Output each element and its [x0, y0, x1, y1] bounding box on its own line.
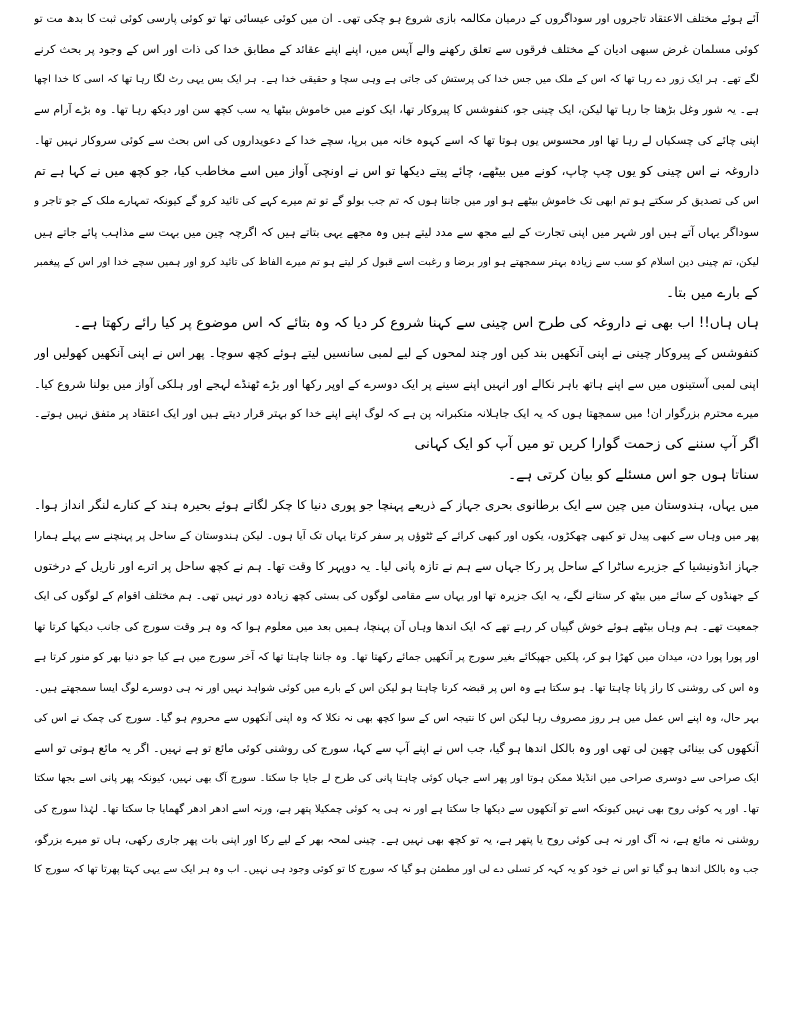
text-line: لگے تھے۔ ہر ایک زور دے رہا تھا کہ اس کے ملک میں جس خدا کی پرستش کی جاتی ہے وہی سچا و حقیقی خدا ہے۔ ہر ایک بس یہی رٹ لگا رہا تھا کہ اسی کا خدا اچھا: [34, 73, 759, 85]
text-line: میں یہاں، ہندوستان میں چین سے ایک برطانوی بحری جہاز کے ذریعے پہنچا جو پوری دنیا کا چکر لگاتے ہوئے بحیرہ ہند کے کنارے لنگر انداز ہوا۔: [34, 498, 759, 513]
text-line: میرے محترم بزرگوار ان! میں سمجھتا ہوں کہ یہ ایک جاہلانہ متکبرانہ پن ہے کہ لوگ اپنے اپنے خدا کو بہتر قرار دیتے ہیں اور ایک اعتقاد پر متفق نہیں ہوتے۔: [34, 407, 759, 421]
text-line: اس کی تصدیق کر سکتے ہو تم ابھی تک خاموش بیٹھے ہو اور میں جانتا ہوں کہ تم جب بولو گے تو تم میرے کہے کی تائید کرو گے کیونکہ تمہارے ملک کے جو تاجر و: [34, 194, 759, 208]
text-line: جہاز انڈونیشیا کے جزیرے ساٹرا کے ساحل پر رکا جہاں سے ہم نے تازہ پانی لیا۔ یہ دوپہر کا وقت تھا۔ ہم نے کچھ ساحل پر اترے اور ناریل کے درختوں: [34, 559, 759, 574]
text-line: اور پورا پورا دن، میدان میں کھڑا ہو کر، پلکیں جھپکائے بغیر سورج پر آنکھیں جمائے رکھتا تھا۔ وہ جاننا چاہتا تھا کہ آخر سورج میں ہے کیا جو دنیا بھر کو منور کرتا ہے: [34, 651, 759, 664]
text-line: تھا۔ اور یہ کوئی روح بھی نہیں کیونکہ اسے تو آنکھوں سے دیکھا جا سکتا ہے اور نہ ہی یہ کوئی چمکیلا پتھر ہے، ورنہ اسے ادھر ادھر گھمایا جا سکتا تھا۔ لہٰذا سورج کی: [34, 803, 759, 816]
text-line: آنکھوں کی بینائی چھین لی تھی اور وہ بالکل اندھا ہو گیا، جب اس نے اپنے آپ سے کہا، سورج کی روشنی کوئی مائع تو ہے نہیں۔ اگر یہ مائع ہوتی تو اسے: [34, 741, 759, 756]
text-line: سناتا ہوں جو اس مسئلے کو بیان کرتی ہے۔: [507, 466, 759, 483]
text-line: داروغہ نے اس چینی کو یوں چپ چاپ، کونے میں بیٹھے، چائے پیتے دیکھا تو اس نے اونچی آواز میں اسے مخاطب کیا، جو کچھ میں نے کہا ہے تم: [34, 162, 759, 178]
text-line: کے جھنڈوں کے سائے میں بیٹھ کر ستانے لگے، یہ ایک جزیرہ تھا اور یہاں سے مقامی لوگوں کی بستی کچھ زیادہ دور نہیں تھی۔ ہم مختلف اقوام کے لوگوں کی ایک: [34, 589, 759, 603]
text-line: کے بارے میں بتا۔: [666, 284, 759, 301]
text-line: سوداگر یہاں آتے ہیں اور شہر میں اپنی تجارت کے لیے مجھ سے مدد لیتے ہیں وہ مجھے یہی بتاتے ہیں کہ اگرچہ چین میں بہت سے مذاہب پائے جاتے ہیں: [34, 224, 759, 239]
text-line: لیکن، تم چینی دین اسلام کو سب سے زیادہ بہتر سمجھتے ہو اور برضا و رغبت اسے قبول کر لیتے ہو تم میرے الفاظ کی تائید کرو اور ہمیں سچے خدا اور اس کے پیغمبر: [34, 256, 759, 269]
text-line: اپنی چائے کی چسکیاں لے رہا تھا اور محسوس یوں ہوتا تھا کہ اسے کہوہ خانہ میں برپا، سچے خدا کے دعویداروں کی اس بحث سے کوئی سروکار نہیں تھا۔: [34, 133, 759, 147]
text-line: بہر حال، وہ اپنے اس عمل میں ہر روز مصروف رہا لیکن اس کا نتیجہ اس کے سوا کچھ بھی نہ نکلا کہ وہ اپنی آنکھوں سے محروم ہو گیا۔ سورج کی چمک نے اس کی: [34, 711, 759, 724]
text-line: پھر میں وہاں سے کبھی پیدل تو کبھی چھکڑوں، یکوں اور کبھی کرائے کے ٹٹوؤں پر سفر کرتا یہاں تک آیا ہوں۔ لیکن ہندوستان کے ساحل پر پہنچنے سے پہلے ہمارا: [34, 528, 759, 542]
text-line: وہ اس کی روشنی کا راز پانا چاہتا تھا۔ ہو سکتا ہے وہ اس پر قبضہ کرنا چاہتا ہو لیکن اس کے بارے میں کوئی شواہد نہیں اور نہ ہی دوسرے لوگ ایسا سمجھتے ہیں۔: [34, 681, 759, 694]
text-line: جمعیت تھے۔ ہم وہاں بیٹھے ہوئے خوش گپیاں کر رہے تھے کہ ایک اندھا وہاں آن پہنچا، ہمیں بعد میں معلوم ہوا کہ وہ ہر وقت سورج کی جانب دیکھا کرتا تھا: [34, 619, 759, 633]
text-line: ایک صراحی سے دوسری صراحی میں انڈیلا ممکن ہوتا اور پھر اسے جہاں کوئی چاہتا پانی کی طرح لے جایا جا سکتا۔ سورج آگ بھی نہیں، کیونکہ پھر پانی اسے بجھا سکتا: [34, 772, 759, 784]
text-line: کنفوشس کے پیروکار چینی نے اپنی آنکھیں بند کیں اور چند لمحوں کے لیے لمبی سانسیں لیتے ہوئے کچھ سوچا۔ پھر اس نے اپنی آنکھیں کھولیں اور: [34, 346, 759, 361]
text-line: کوئی مسلمان غرض سبھی ادیان کے مختلف فرقوں سے تعلق رکھنے والے آپس میں، اپنے اپنے عقائد کے مطابق خدا کی ذات اور اس کے وجود پر بحث کرنے: [34, 42, 759, 57]
text-line: آئے ہوئے مختلف الاعتقاد تاجروں اور سوداگروں کے درمیان مکالمہ بازی شروع ہو چکی تھی۔ ان میں کوئی عیسائی تھا تو کوئی پارسی کوئی ثبت کا بدھ مت تو: [34, 12, 759, 25]
text-line: روشنی نہ مائع ہے، نہ آگ اور نہ ہی کوئی روح یا پتھر ہے، یہ تو کچھ بھی نہیں ہے۔ چینی لمحہ بھر کے لیے رکا اور اپنی بات پھر جاری رکھی، ہاں تو میرے بزرگو،: [34, 832, 759, 846]
text-line: اگر آپ سننے کی زحمت گوارا کریں تو میں آپ کو ایک کہانی: [414, 436, 759, 453]
text-line: اپنی لمبی آستینوں میں سے اپنے ہاتھ باہر نکالے اور انہیں اپنے سینے پر ایک دوسرے کے اوپر رکھا اور بڑے ٹھنڈے لہجے اور ہلکی آواز میں بولنا شروع کیا۔: [34, 376, 759, 391]
text-line: ہاں ہاں!! اب بھی نے داروغہ کی طرح اس چینی سے کہنا شروع کر دیا کہ وہ بتائے کہ اس موضوع پر کیا رائے رکھتا ہے۔: [73, 314, 759, 331]
text-line: ہے۔ یہ شور وغل بڑھتا جا رہا تھا لیکن، ایک چینی جو، کنفوشس کا پیروکار تھا، ایک کونے میں خاموش بیٹھا یہ سب کچھ سن اور دیکھ رہا تھا۔ وہ بڑے آرام سے: [34, 103, 759, 117]
text-line: جب وہ بالکل اندھا ہو گیا تو اس نے خود کو یہ کہہ کر تسلی دے لی اور مطمئن ہو گیا کہ سورج کا تو کوئی وجود ہی نہیں۔ اب وہ ہر ایک سے یہی کہتا پھرتا تھا کہ سورج کا: [34, 863, 759, 875]
